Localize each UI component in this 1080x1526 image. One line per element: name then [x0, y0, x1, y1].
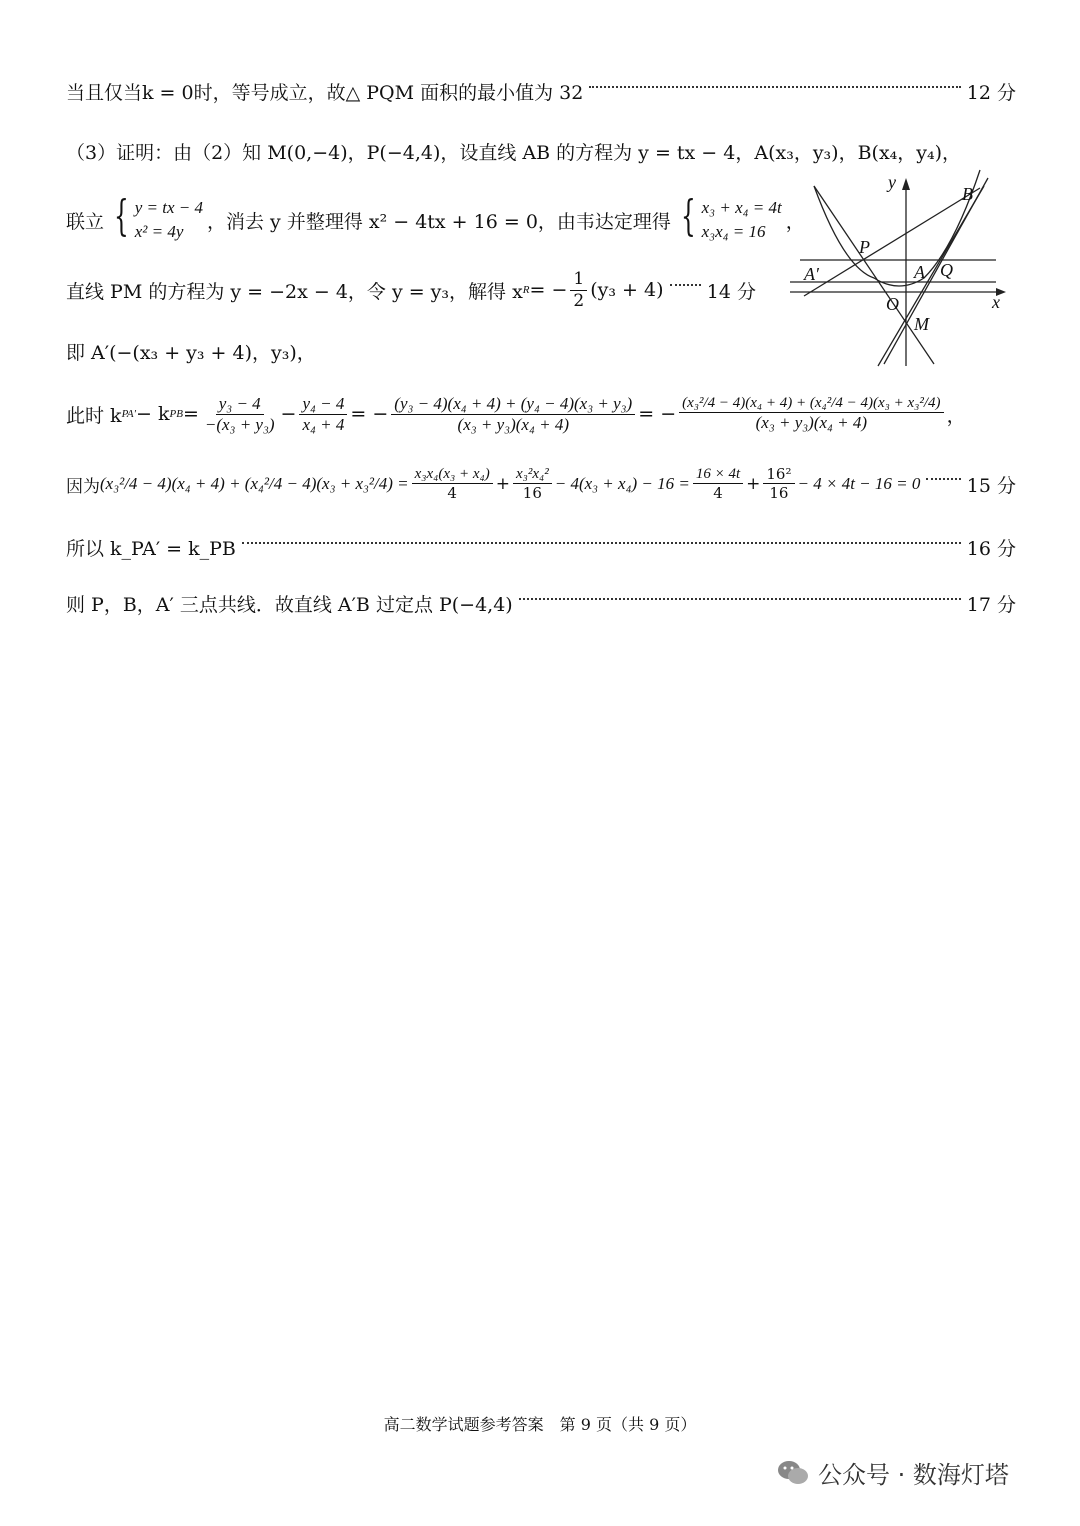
- line-text-eq: = −: [529, 279, 568, 302]
- fraction-den: x₄ + 4: [302, 414, 345, 434]
- fraction-den: 16: [522, 484, 542, 503]
- dot-leader: [926, 478, 960, 480]
- label-b: B: [962, 184, 973, 204]
- watermark-text: 公众号 · 数海灯塔: [818, 1461, 1009, 1489]
- line-so: [66, 534, 1016, 561]
- fraction-den: (x₃ + y₃)(x₄ + 4): [457, 414, 569, 434]
- dot-leader: [242, 542, 961, 544]
- y-axis-arrow: [902, 178, 910, 190]
- score-label: 15 分: [966, 474, 1016, 497]
- fraction-num: 16 × 4t: [693, 466, 743, 484]
- fraction-den: 16: [769, 484, 789, 503]
- line-mid: − 4(x₃ + x₄) − 16 =: [554, 474, 690, 494]
- fraction: [763, 466, 794, 502]
- line-text-pre: 此时 k: [66, 404, 122, 427]
- fraction: [412, 466, 493, 502]
- score-label: 12 分: [966, 82, 1016, 104]
- subscript: R: [522, 284, 530, 297]
- line-text-mid: ，消去 y 并整理得 x² − 4tx + 16 = 0，由韦达定理得: [207, 210, 671, 233]
- fraction-den: 4: [713, 484, 723, 503]
- parabola-curve: [814, 170, 980, 286]
- label-q: Q: [940, 260, 953, 280]
- fraction: [513, 466, 552, 502]
- label-a-prime: A′: [804, 264, 819, 284]
- line-expr: (x₃²/4 − 4)(x₄ + 4) + (x₄²/4 − 4)(x₃ + x₃²/4) =: [100, 474, 409, 494]
- line-text: 当且仅当k = 0时，等号成立，故△ PQM 面积的最小值为 32: [66, 82, 584, 104]
- fraction-num: x₃²x₄²: [513, 466, 552, 484]
- fraction-den: (x₃ + y₃)(x₄ + 4): [755, 413, 868, 433]
- line-pb: [804, 188, 980, 296]
- fraction: [679, 395, 943, 434]
- system-row: y = tx − 4: [134, 198, 204, 217]
- line-text: 所以 k_PA′ = k_PB: [66, 538, 236, 560]
- line-text: 即 A′(−(x₃ + y₃ + 4)，y₃)，: [66, 342, 316, 364]
- line-slope-diff: 此时 k PA′ − k PB = $\frac{\text{y₃ − 4}}{\text{−(x₃ + y₃)}}$ − $\frac{\text{y₄ − 4}}{\text{x₄ + 4}}$ = − $\frac{\text{(y₃ − 4)(x₄ + 4) + (y₄ − 4)(x₃ + y₃)}}{\text{(x₃ + y₃)(x₄ + 4)}}$ = − $\frac{\text{(x₃²/4 − 4)(x₄ + 4) + (x₄²/4 − 4)(x₃ + x₃²/4)}}{\text{(x₃ + y₃)(x₄ + 4)}}$ ，: [66, 394, 966, 434]
- fraction-num: (x₃²/4 − 4)(x₄ + 4) + (x₄²/4 − 4)(x₃ + x₃²/4): [679, 395, 943, 413]
- line-proof-intro: [66, 138, 1016, 165]
- fraction-num: (y₃ − 4)(x₄ + 4) + (y₄ − 4)(x₃ + y₃): [391, 394, 635, 415]
- line-tail: − 4 × 4t − 16 = 0: [797, 474, 921, 494]
- wechat-icon: [776, 1458, 810, 1488]
- label-o: O: [886, 294, 899, 314]
- fraction-den: 4: [447, 484, 457, 503]
- line-pm: [66, 270, 756, 311]
- watermark: [776, 1455, 1009, 1490]
- score-label: 14 分: [706, 280, 756, 303]
- fraction-num: y₄ − 4: [299, 394, 347, 415]
- label-a: A: [914, 262, 925, 282]
- line-text: （3）证明：由（2）知 M(0,−4)，P(−4,4)，设直线 AB 的方程为 y = tx − 4，A(x₃，y₃)，B(x₄，y₄)，: [66, 142, 962, 164]
- dot-leader: [589, 86, 960, 88]
- dot-leader: [519, 598, 961, 600]
- line-q-tangent: [884, 178, 988, 364]
- label-p: P: [859, 237, 870, 257]
- fraction: [299, 394, 347, 435]
- fraction-den: 2: [573, 290, 585, 311]
- label-m: M: [914, 314, 929, 334]
- line-text: 则 P，B，A′ 三点共线．故直线 A′B 过定点 P(−4,4): [66, 594, 513, 616]
- fraction-num: x₃x₄(x₃ + x₄): [412, 466, 493, 484]
- fraction: [391, 394, 635, 435]
- fraction-num: 1: [570, 270, 587, 291]
- line-because: 因为 (x₃²/4 − 4)(x₄ + 4) + (x₄²/4 − 4)(x₃ + x₃²/4) = $\frac{\text{x₃x₄(x₃ + x₄)}}{4}$ + $\frac{\text{x₃²x₄²}}{16}$ − 4(x₃ + x₄) − 16 = $\frac{16 \times 4t}{4}$ + $\frac{\text{16²}}{16}$ − 4 × 4t − 16 = 0 15 分: [66, 465, 1016, 503]
- line-text-pre: 直线 PM 的方程为 y = −2x − 4，令 y = y₃，解得 x: [66, 280, 523, 303]
- line-text-pre: 联立: [66, 210, 105, 233]
- label-y: y: [888, 172, 896, 192]
- line-text-post: (y₃ + 4): [590, 279, 664, 302]
- dot-leader: [670, 284, 701, 286]
- fraction-num: y₃ − 4: [216, 394, 264, 415]
- system-row: x² = 4y: [134, 222, 184, 241]
- line-conclusion: [66, 590, 1016, 617]
- fraction: [202, 394, 278, 435]
- line-system: [66, 191, 805, 244]
- system-row: x₃ + x₄ = 4t: [701, 198, 782, 217]
- line-text-pre: 因为: [66, 476, 100, 497]
- fraction: [693, 466, 743, 502]
- equation-system-2: { x₃ + x₄ = 4t x₃x₄ = 16: [675, 196, 782, 244]
- parabola-figure: [784, 168, 1014, 368]
- page-footer: 高二数学试题参考答案 第 9 页（共 9 页）: [383, 1415, 697, 1434]
- line-a-prime: [66, 338, 316, 365]
- label-x: x: [992, 292, 1000, 312]
- system-row: x₃x₄ = 16: [701, 222, 766, 241]
- fraction-num: 16²: [763, 466, 794, 484]
- equation-system-1: { y = tx − 4 x² = 4y: [108, 196, 203, 244]
- line-min-area: [66, 78, 1016, 105]
- line-text-post: ，: [785, 210, 805, 233]
- fraction-den: −(x₃ + y₃): [204, 414, 275, 434]
- score-label: 17 分: [966, 594, 1016, 616]
- score-label: 16 分: [966, 538, 1016, 560]
- fraction-half: [570, 270, 587, 311]
